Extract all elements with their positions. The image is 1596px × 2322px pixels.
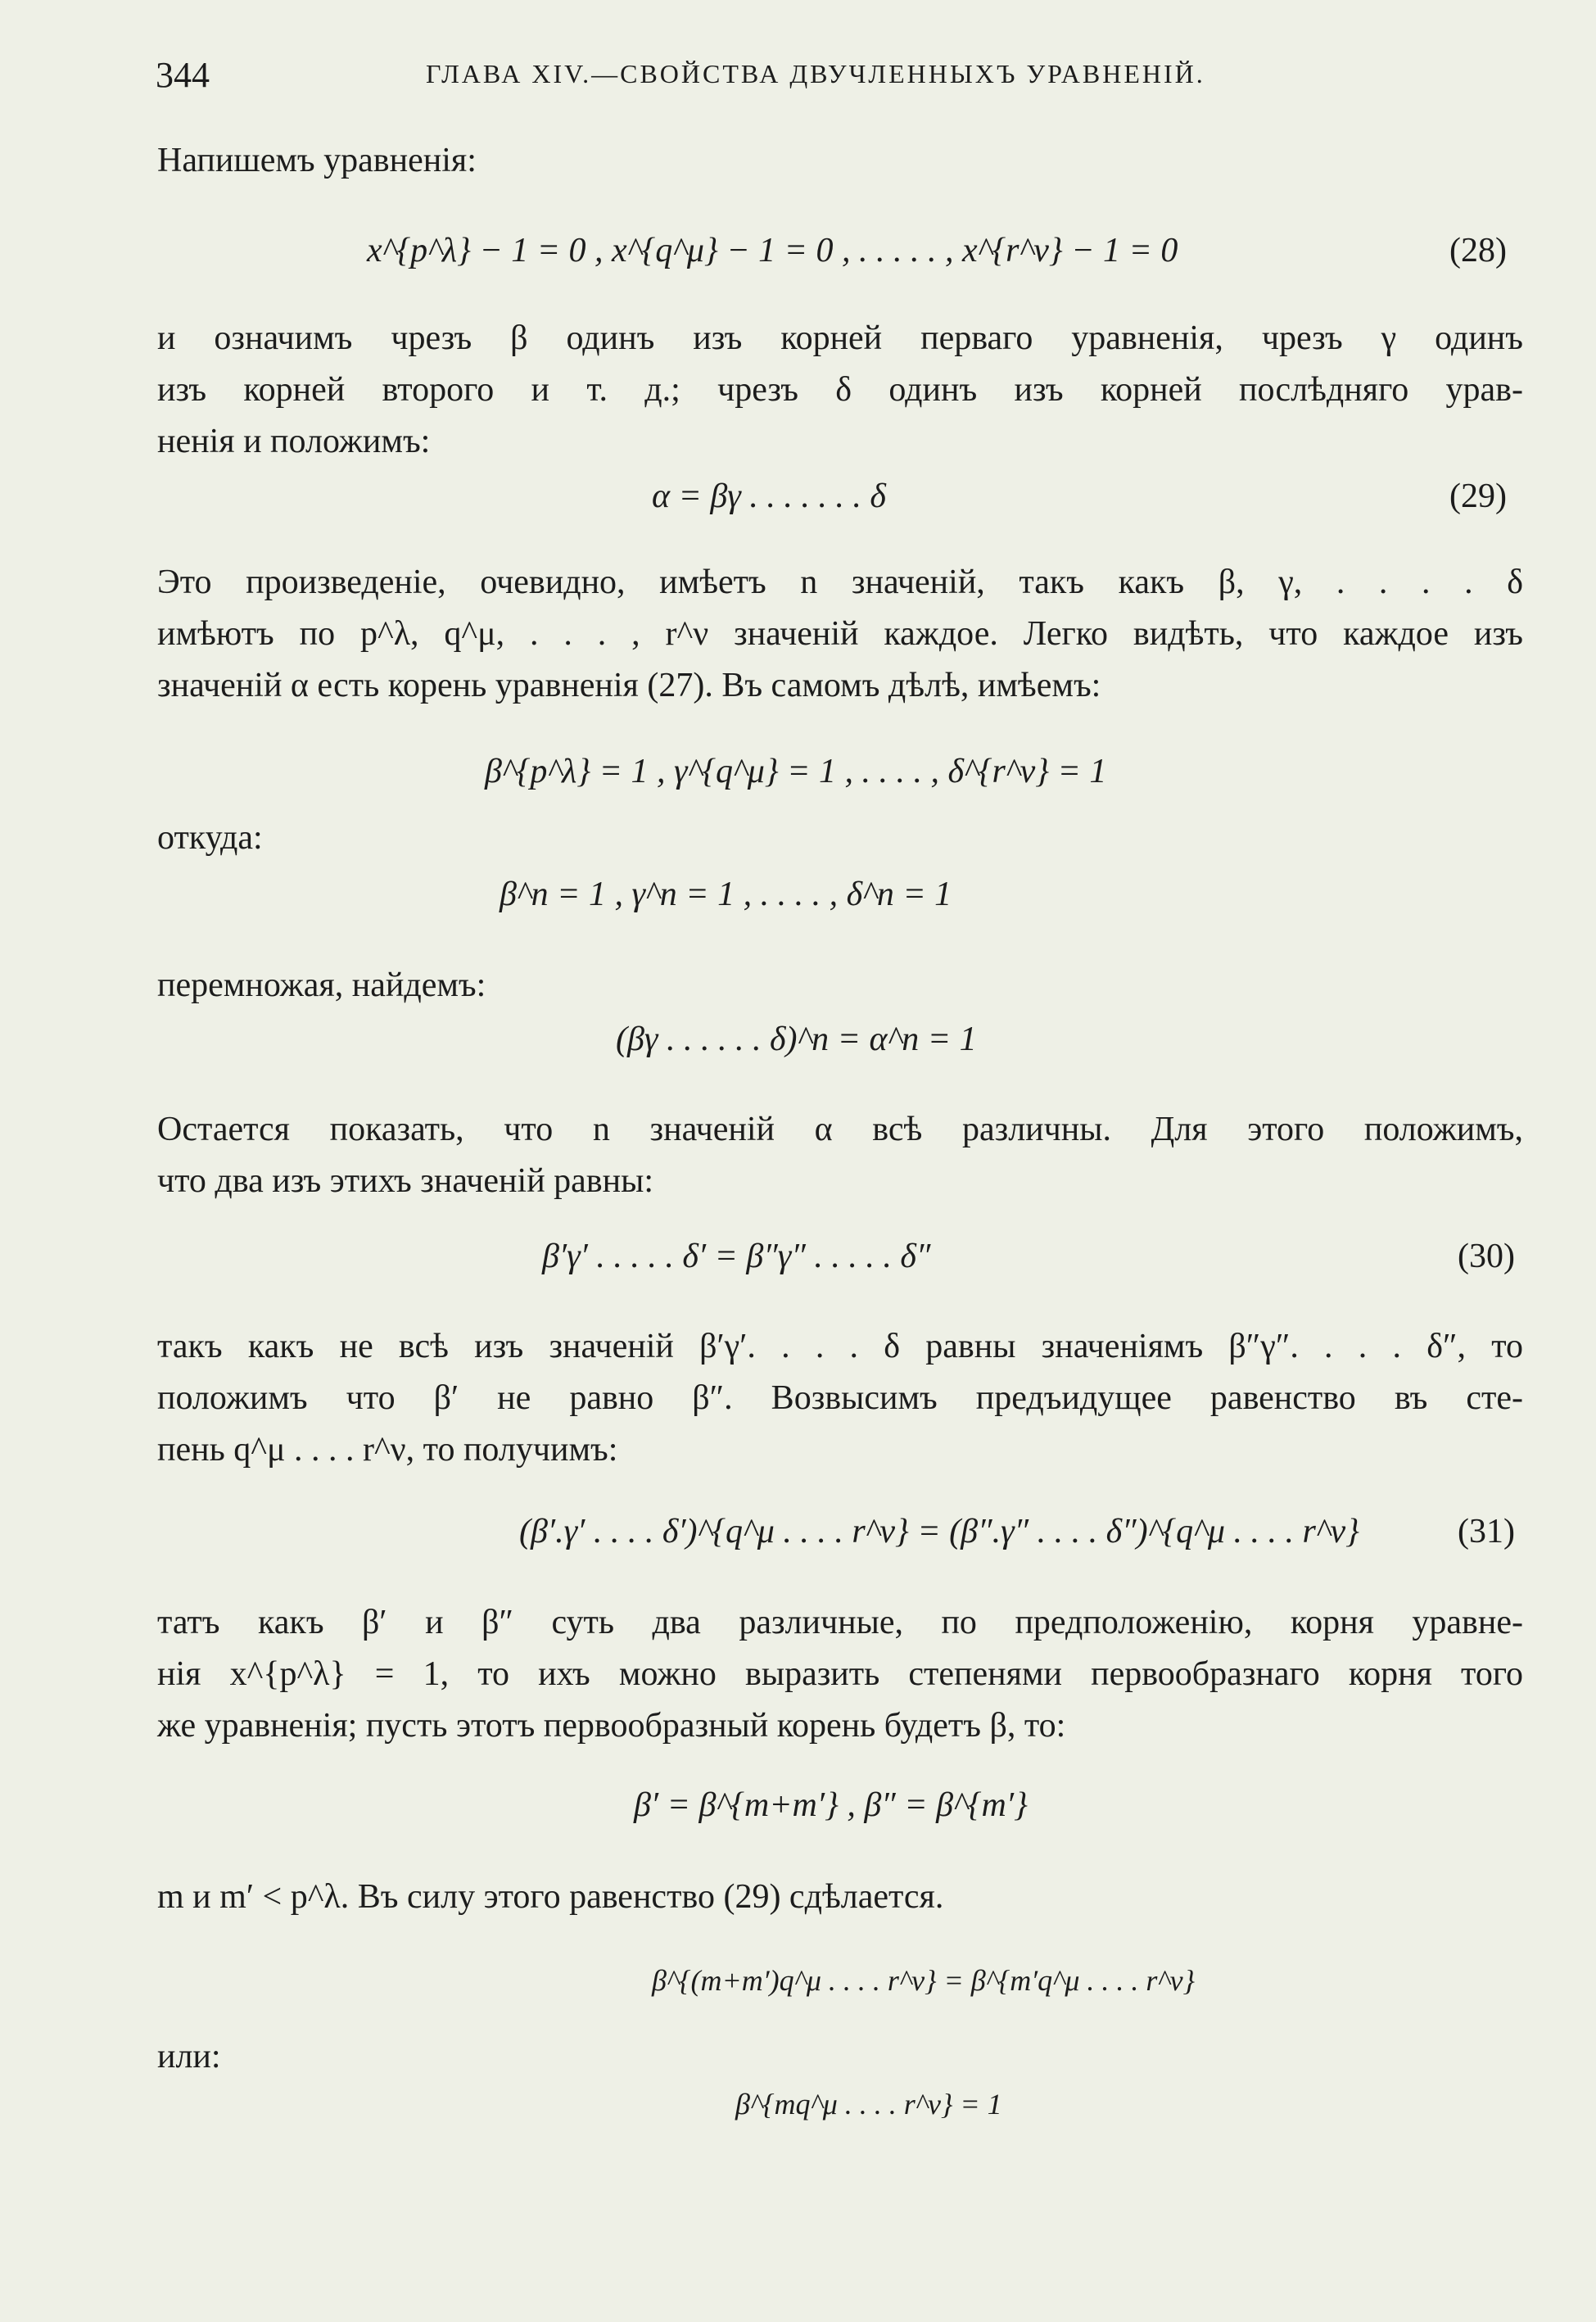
page-number: 344 [156,55,210,95]
equation-product: (βγ . . . . . . δ)^n = α^n = 1 [616,1021,977,1058]
equation-number-29: (29) [1449,478,1507,515]
paragraph-2-line-1: и означимъ чрезъ β одинъ изъ корней перваго уравненія, чрезъ γ одинъ [157,319,1523,357]
paragraph-6-line-2: нія x^{p^λ} = 1, то ихъ можно выразить степенями первообразнаго корня того [157,1655,1523,1693]
paragraph-5-line-1: такъ какъ не всѣ изъ значеній β′γ′. . . . δ равны значеніямъ β″γ″. . . . δ″, то [157,1328,1523,1365]
paragraph-2-line-3: ненія и положимъ: [157,423,431,460]
paragraph-3-line-2: имѣютъ по p^λ, q^μ, . . . , r^ν значеній каждое. Легко видѣть, что каждое изъ [157,615,1523,653]
text-ili: или: [157,2038,221,2075]
equation-number-31: (31) [1458,1513,1515,1550]
equation-28: x^{p^λ} − 1 = 0 , x^{q^μ} − 1 = 0 , . . . . . , x^{r^ν} − 1 = 0 [367,232,1178,269]
paragraph-3-line-1: Это произведеніе, очевидно, имѣетъ n значеній, такъ какъ β, γ, . . . . δ [157,564,1523,601]
equation-beta-powers: β′ = β^{m+m′} , β″ = β^{m′} [634,1786,1028,1824]
paragraph-4-line-1: Остается показать, что n значеній α всѣ различны. Для этого положимъ, [157,1111,1523,1148]
equation-final: β^{mq^μ . . . . r^ν} = 1 [735,2088,1002,2121]
paragraph-2-line-2: изъ корней второго и т. д.; чрезъ δ одинъ изъ корней послѣдняго урав- [157,371,1523,409]
paragraph-5-line-2: положимъ что β′ не равно β″. Возвысимъ предъидущее равенство въ сте- [157,1379,1523,1417]
equation-30: β′γ′ . . . . . δ′ = β″γ″ . . . . . δ″ [542,1238,931,1275]
running-head: ГЛАВА XIV.—СВОЙСТВА ДВУЧЛЕННЫХЪ УРАВНЕНІЙ. [426,59,1205,88]
paragraph-4-line-2: что два изъ этихъ значеній равны: [157,1162,654,1200]
paragraph-6-line-3: же уравненія; пусть этотъ первообразный корень будетъ β, то: [157,1707,1066,1745]
equation-number-30: (30) [1458,1238,1515,1275]
equation-exponents-equal: β^{(m+m′)q^μ . . . . r^ν} = β^{m′q^μ . . . . r^ν} [652,1964,1195,1997]
paragraph-intro: Напишемъ уравненія: [157,142,477,179]
paragraph-5-line-3: пень q^μ . . . . r^ν, то получимъ: [157,1431,618,1469]
text-peremnozhaya: перемножая, найдемъ: [157,966,486,1004]
paragraph-3-line-3: значеній α есть корень уравненія (27). Въ самомъ дѣлѣ, имѣемъ: [157,667,1101,704]
text-otkuda: откуда: [157,819,263,857]
equation-roots-n: β^n = 1 , γ^n = 1 , . . . . , δ^n = 1 [500,876,952,913]
equation-31: (β′.γ′ . . . . δ′)^{q^μ . . . . r^ν} = (β″.γ″ . . . . δ″)^{q^μ . . . . r^ν} [519,1513,1359,1550]
equation-number-28: (28) [1449,232,1507,269]
paragraph-6-line-1: татъ какъ β′ и β″ суть два различные, по предположенію, корня уравне- [157,1604,1523,1641]
paragraph-7: m и m′ < p^λ. Въ силу этого равенство (29) сдѣлается. [157,1878,944,1916]
equation-roots-powers: β^{p^λ} = 1 , γ^{q^μ} = 1 , . . . . , δ^{r^ν} = 1 [485,753,1107,790]
equation-29: α = βγ . . . . . . . δ [652,478,886,515]
